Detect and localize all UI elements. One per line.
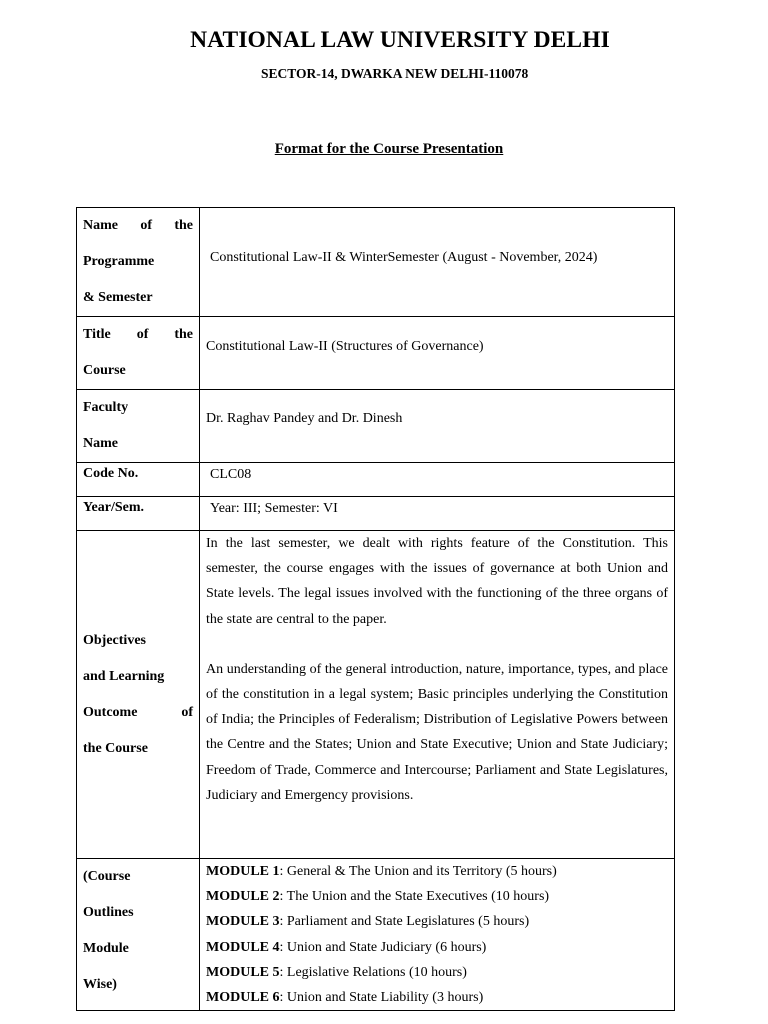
programme-value: Constitutional Law-II & WinterSemester (August - November, 2024) (210, 250, 598, 265)
programme-value-cell (200, 208, 675, 317)
year-row (77, 497, 675, 531)
module-item (206, 909, 668, 934)
module-text: : Union and State Judiciary (6 hours) (279, 939, 487, 955)
faculty-value: Dr. Raghav Pandey and Dr. Dinesh (206, 411, 403, 426)
course-title-row (77, 317, 675, 390)
module-item (206, 985, 668, 1010)
objectives-row (77, 531, 675, 859)
programme-label-line: Programme (83, 254, 155, 269)
programme-row (77, 208, 675, 317)
faculty-label-line: Faculty (83, 400, 129, 415)
module-item (206, 960, 668, 985)
outline-label-line: Module (83, 941, 129, 956)
module-item (206, 859, 668, 884)
outline-label-line: Wise) (83, 977, 117, 992)
programme-label-line: & Semester (83, 290, 153, 305)
code-value-cell (200, 463, 675, 497)
university-address: SECTOR-14, DWARKA NEW DELHI-110078 (261, 66, 529, 81)
course-title-label-line: Title of the (83, 327, 193, 342)
outline-label-line: (Course (83, 869, 131, 884)
year-value-cell (200, 497, 675, 531)
faculty-label (77, 390, 200, 463)
code-label-cell (77, 463, 200, 497)
course-title-label (77, 317, 200, 390)
university-name: NATIONAL LAW UNIVERSITY DELHI (190, 27, 610, 53)
code-value: CLC08 (210, 467, 252, 482)
objectives-label-line: and Learning (83, 668, 165, 684)
module-item (206, 935, 668, 960)
module-name: MODULE 3 (206, 914, 280, 930)
faculty-row (77, 390, 675, 463)
objectives-paragraph: In the last semester, we dealt with rights feature of the Constitution. This semester, the course engages with the issues of governance at both Union and State levels. The legal issues involved with the functioning of the three organs of the state are central to the paper. (206, 536, 668, 627)
course-table (76, 207, 675, 1011)
programme-label-line: Name of the (83, 218, 193, 233)
outline-label-line: Outlines (83, 905, 134, 920)
course-title-value: Constitutional Law-II (Structures of Governance) (206, 339, 484, 354)
module-text: : General & The Union and its Territory (5 hours) (279, 864, 557, 879)
course-title-label-line: Course (83, 363, 126, 378)
module-text: : Parliament and State Legislatures (5 hours) (279, 914, 530, 930)
module-text: : The Union and the State Executives (10 hours) (279, 889, 550, 905)
outline-row (77, 859, 675, 1011)
format-heading: Format for the Course Presentation (274, 141, 504, 157)
code-label: Code No. (83, 466, 139, 481)
objectives-label (77, 531, 200, 859)
objectives-label-line: the Course (83, 740, 148, 756)
module-text: : Union and State Liability (3 hours) (279, 990, 484, 1006)
module-name: MODULE 6 (206, 990, 280, 1006)
outline-label (77, 859, 200, 1011)
course-title-value-cell (200, 317, 675, 390)
objectives-value-cell (200, 531, 675, 859)
faculty-label-line: Name (83, 436, 118, 451)
module-item (206, 884, 668, 909)
learning-outcome-paragraph: An understanding of the general introduction, nature, importance, types, and place of the constitution in a legal system; Basic principles underlying the Constitution of India; the Principles of Federalism; Distribution of Legislative Powers between the Centre and the States; Union and State Executive; Union and State Judiciary; Freedom of Trade, Commerce and Intercourse; Parliament and State Legislatures, Judiciary and Emergency provisions. (206, 661, 668, 803)
objectives-label-line: Objectives (83, 632, 146, 648)
outline-value-cell (200, 859, 675, 1011)
year-label: Year/Sem. (83, 500, 145, 515)
module-name: MODULE 4 (206, 939, 280, 955)
objectives-label-line: Outcome of (83, 704, 193, 720)
year-label-cell (77, 497, 200, 531)
module-text: : Legislative Relations (10 hours) (279, 964, 467, 980)
programme-label (77, 208, 200, 317)
module-name: MODULE 1 (206, 864, 280, 879)
code-row (77, 463, 675, 497)
module-name: MODULE 2 (206, 889, 280, 905)
year-value: Year: III; Semester: VI (210, 501, 338, 516)
faculty-value-cell (200, 390, 675, 463)
module-name: MODULE 5 (206, 964, 280, 980)
